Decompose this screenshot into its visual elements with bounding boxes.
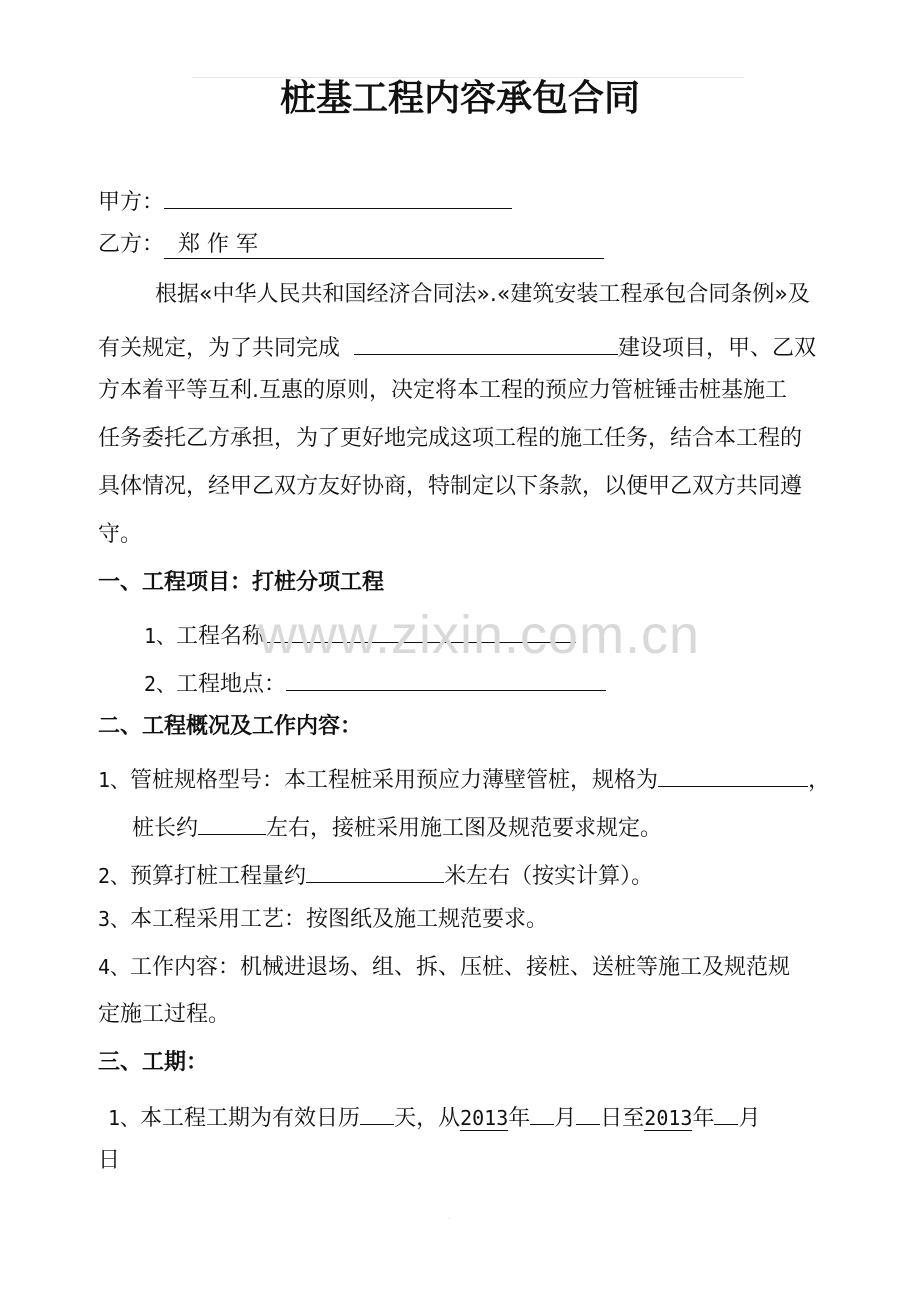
- quantity-blank: [306, 858, 444, 883]
- intro-line-5: 具体情况，经甲乙双方友好协商，特制定以下条款，以便甲乙双方共同遵: [98, 474, 803, 499]
- watermark: www.zixin.com.cn: [258, 605, 701, 665]
- start-month-blank: [530, 1100, 554, 1125]
- pile-length-text: 左右，接桩采用施工图及规范要求规定。: [266, 816, 663, 841]
- party-b-line: [98, 232, 604, 259]
- month-unit: 月: [738, 1106, 761, 1131]
- item-number: 4、: [98, 955, 131, 979]
- party-a-blank: [164, 184, 512, 209]
- pile-length-line: [132, 810, 662, 842]
- party-b-value: [164, 232, 604, 259]
- pile-length-blank: [198, 810, 266, 835]
- pile-length-label: 桩长约: [132, 816, 199, 841]
- quantity-line: [98, 858, 653, 890]
- footer-mark: ·: [448, 1214, 451, 1223]
- section-3-heading: 三、工期：: [98, 1050, 209, 1075]
- days-blank: [360, 1100, 394, 1125]
- month-unit: 月: [554, 1106, 577, 1131]
- day-to: 日至: [600, 1106, 645, 1131]
- end-month-blank: [714, 1100, 738, 1125]
- item-number: 1、: [144, 624, 177, 648]
- end-year: 2013: [644, 1106, 693, 1130]
- quantity-label: 预算打桩工程量约: [130, 864, 307, 889]
- party-b-label: 乙方：: [98, 232, 165, 257]
- item-number: 1、: [108, 1106, 141, 1130]
- start-year: 2013: [460, 1106, 509, 1130]
- process-line: [98, 906, 548, 933]
- pile-spec-text: 管桩规格型号：本工程桩采用预应力薄壁管桩，规格为: [130, 768, 659, 793]
- item-number: 2、: [98, 864, 131, 888]
- quantity-text: 米左右（按实计算）。: [444, 864, 654, 889]
- intro-line-1: 根据«中华人民共和国经济合同法».«建筑安装工程承包合同条例»及: [155, 282, 810, 307]
- pile-spec-line: [98, 762, 830, 794]
- party-a-label: 甲方：: [98, 190, 165, 215]
- work-content-text: 工作内容：机械进退场、组、拆、压桩、接桩、送桩等施工及规范规: [130, 955, 791, 980]
- work-content-line-2: 定施工过程。: [98, 1002, 231, 1027]
- section-2-heading: 二、工程概况及工作内容：: [98, 714, 363, 739]
- project-location-label: 工程地点：: [176, 672, 287, 697]
- document-title: 桩基工程内容承包合同: [279, 78, 640, 119]
- duration-label: 本工程工期为有效日历: [140, 1106, 361, 1131]
- project-location-blank: [286, 666, 606, 691]
- work-content-line-1: [98, 954, 790, 981]
- project-location-line: [144, 666, 606, 698]
- intro-line-4: 任务委托乙方承担，为了更好地完成这项工程的施工任务，结合本工程的: [98, 426, 803, 451]
- party-b-name: 郑 作 军: [178, 232, 259, 257]
- year-unit: 年: [508, 1106, 531, 1131]
- project-name-label: 工程名称: [176, 624, 265, 649]
- comma: ，: [808, 768, 831, 793]
- intro-line-6: 守。: [98, 522, 143, 547]
- duration-from: 天，从: [394, 1106, 461, 1131]
- duration-line-end: 日: [98, 1148, 121, 1173]
- intro-line-2: [98, 330, 816, 362]
- intro-line-2a: 有关规定，为了共同完成: [98, 336, 341, 361]
- intro-line-2b: 建设项目，甲、乙双: [618, 336, 817, 361]
- process-text: 本工程采用工艺：按图纸及施工规范要求。: [130, 907, 549, 932]
- project-blank: [354, 330, 618, 355]
- item-number: 3、: [98, 907, 131, 931]
- item-number: 1、: [98, 768, 131, 792]
- duration-line: [108, 1100, 761, 1132]
- pile-spec-blank: [658, 762, 808, 787]
- section-1-heading: 一、工程项目：打桩分项工程: [98, 570, 385, 595]
- year-unit: 年: [692, 1106, 715, 1131]
- intro-line-3: 方本着平等互利.互惠的原则，决定将本工程的预应力管桩锤击桩基施工: [98, 378, 787, 403]
- party-a-line: [98, 184, 512, 216]
- item-number: 2、: [144, 672, 177, 696]
- start-day-blank: [576, 1100, 600, 1125]
